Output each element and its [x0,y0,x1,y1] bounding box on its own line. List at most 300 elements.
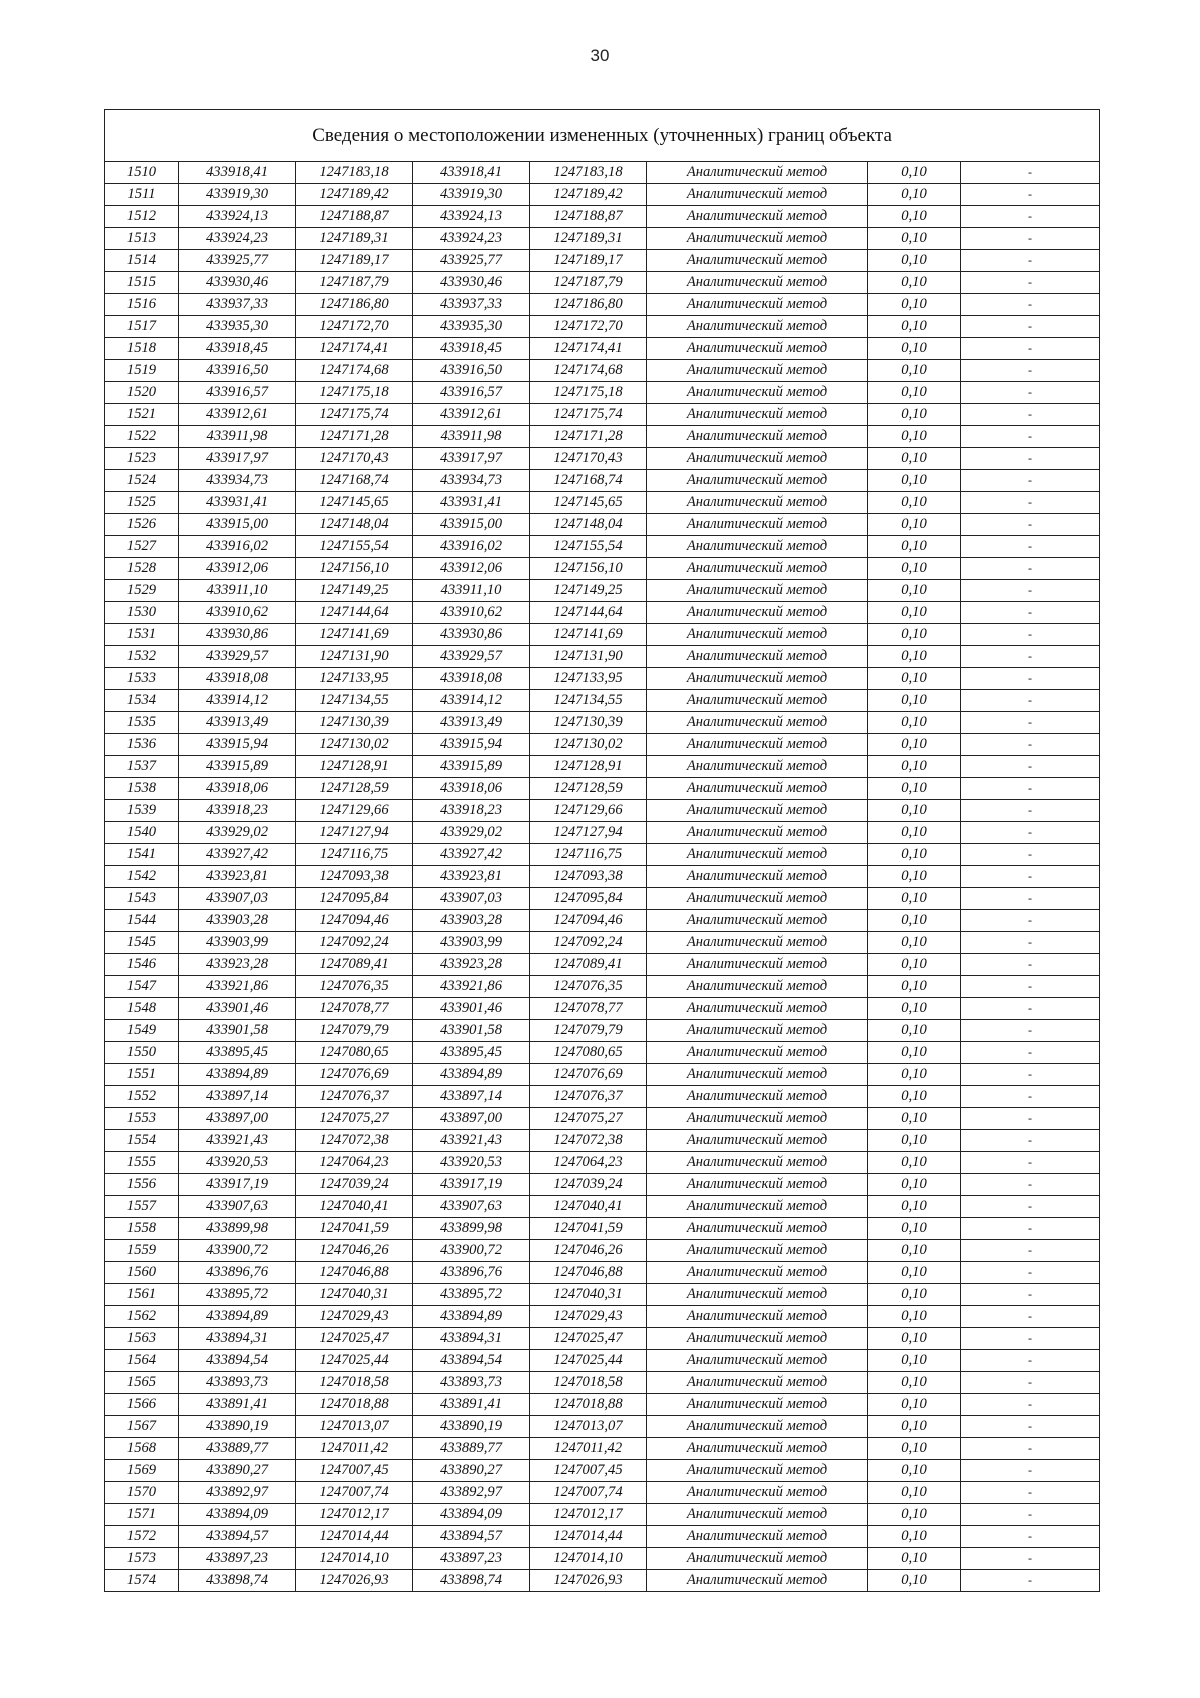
cell-y-existing: 1247127,94 [296,822,413,844]
table-row [105,1482,1100,1504]
cell-y-refined: 1247144,64 [530,602,647,624]
cell-accuracy: 0,10 [868,294,961,316]
table-row [105,492,1100,514]
cell-description: - [961,800,1100,822]
cell-point-number: 1528 [105,558,179,580]
table-row [105,1086,1100,1108]
cell-method: Аналитический метод [647,514,868,536]
cell-x-refined: 433889,77 [413,1438,530,1460]
cell-method: Аналитический метод [647,1086,868,1108]
cell-y-refined: 1247141,69 [530,624,647,646]
cell-x-existing: 433907,63 [179,1196,296,1218]
cell-x-refined: 433917,19 [413,1174,530,1196]
cell-method: Аналитический метод [647,206,868,228]
cell-accuracy: 0,10 [868,514,961,536]
cell-method: Аналитический метод [647,382,868,404]
cell-description: - [961,514,1100,536]
cell-x-refined: 433929,02 [413,822,530,844]
cell-method: Аналитический метод [647,668,868,690]
cell-accuracy: 0,10 [868,910,961,932]
cell-point-number: 1535 [105,712,179,734]
cell-method: Аналитический метод [647,1196,868,1218]
cell-method: Аналитический метод [647,1526,868,1548]
table-row [105,1460,1100,1482]
cell-method: Аналитический метод [647,184,868,206]
cell-x-refined: 433910,62 [413,602,530,624]
cell-description: - [961,1438,1100,1460]
table-row [105,954,1100,976]
cell-method: Аналитический метод [647,866,868,888]
cell-y-existing: 1247133,95 [296,668,413,690]
cell-point-number: 1543 [105,888,179,910]
cell-accuracy: 0,10 [868,1416,961,1438]
cell-description: - [961,1152,1100,1174]
cell-description: - [961,646,1100,668]
cell-x-existing: 433918,06 [179,778,296,800]
cell-x-refined: 433934,73 [413,470,530,492]
cell-x-existing: 433924,23 [179,228,296,250]
table-row [105,272,1100,294]
cell-point-number: 1568 [105,1438,179,1460]
cell-y-existing: 1247007,45 [296,1460,413,1482]
table-row [105,1284,1100,1306]
table-row [105,1570,1100,1592]
cell-description: - [961,1328,1100,1350]
cell-y-existing: 1247129,66 [296,800,413,822]
cell-point-number: 1547 [105,976,179,998]
cell-x-refined: 433901,58 [413,1020,530,1042]
cell-point-number: 1515 [105,272,179,294]
cell-x-refined: 433890,19 [413,1416,530,1438]
cell-x-refined: 433924,23 [413,228,530,250]
cell-method: Аналитический метод [647,338,868,360]
cell-description: - [961,338,1100,360]
cell-point-number: 1519 [105,360,179,382]
table-row [105,250,1100,272]
cell-y-refined: 1247012,17 [530,1504,647,1526]
cell-point-number: 1552 [105,1086,179,1108]
table-row [105,778,1100,800]
cell-accuracy: 0,10 [868,1438,961,1460]
cell-x-existing: 433915,94 [179,734,296,756]
cell-y-existing: 1247018,58 [296,1372,413,1394]
cell-accuracy: 0,10 [868,228,961,250]
cell-description: - [961,1416,1100,1438]
table-row [105,866,1100,888]
cell-y-refined: 1247149,25 [530,580,647,602]
cell-y-refined: 1247186,80 [530,294,647,316]
cell-method: Аналитический метод [647,822,868,844]
cell-x-refined: 433907,03 [413,888,530,910]
cell-description: - [961,448,1100,470]
cell-accuracy: 0,10 [868,492,961,514]
cell-point-number: 1531 [105,624,179,646]
cell-y-refined: 1247148,04 [530,514,647,536]
table-row [105,184,1100,206]
cell-y-existing: 1247095,84 [296,888,413,910]
table-row [105,1108,1100,1130]
cell-method: Аналитический метод [647,316,868,338]
cell-point-number: 1569 [105,1460,179,1482]
cell-y-refined: 1247127,94 [530,822,647,844]
cell-x-existing: 433893,73 [179,1372,296,1394]
cell-method: Аналитический метод [647,228,868,250]
cell-y-refined: 1247014,10 [530,1548,647,1570]
cell-x-refined: 433894,57 [413,1526,530,1548]
cell-y-existing: 1247156,10 [296,558,413,580]
cell-x-refined: 433898,74 [413,1570,530,1592]
cell-x-refined: 433894,89 [413,1064,530,1086]
cell-y-refined: 1247189,42 [530,184,647,206]
cell-accuracy: 0,10 [868,932,961,954]
cell-point-number: 1570 [105,1482,179,1504]
cell-description: - [961,1570,1100,1592]
cell-point-number: 1562 [105,1306,179,1328]
cell-y-existing: 1247089,41 [296,954,413,976]
cell-x-existing: 433934,73 [179,470,296,492]
cell-description: - [961,1372,1100,1394]
cell-point-number: 1559 [105,1240,179,1262]
cell-description: - [961,580,1100,602]
cell-x-refined: 433920,53 [413,1152,530,1174]
cell-description: - [961,998,1100,1020]
cell-method: Аналитический метод [647,690,868,712]
cell-point-number: 1521 [105,404,179,426]
cell-accuracy: 0,10 [868,712,961,734]
cell-point-number: 1537 [105,756,179,778]
cell-method: Аналитический метод [647,624,868,646]
cell-point-number: 1529 [105,580,179,602]
cell-method: Аналитический метод [647,448,868,470]
cell-accuracy: 0,10 [868,866,961,888]
cell-x-refined: 433894,09 [413,1504,530,1526]
cell-x-existing: 433903,28 [179,910,296,932]
cell-method: Аналитический метод [647,580,868,602]
cell-x-existing: 433899,98 [179,1218,296,1240]
cell-x-existing: 433894,57 [179,1526,296,1548]
cell-x-existing: 433931,41 [179,492,296,514]
cell-description: - [961,536,1100,558]
cell-y-refined: 1247079,79 [530,1020,647,1042]
table-row [105,712,1100,734]
cell-y-refined: 1247040,31 [530,1284,647,1306]
cell-description: - [961,734,1100,756]
cell-accuracy: 0,10 [868,1460,961,1482]
cell-x-existing: 433903,99 [179,932,296,954]
cell-description: - [961,1394,1100,1416]
cell-y-existing: 1247174,41 [296,338,413,360]
cell-accuracy: 0,10 [868,976,961,998]
cell-x-existing: 433916,50 [179,360,296,382]
cell-point-number: 1534 [105,690,179,712]
cell-point-number: 1565 [105,1372,179,1394]
cell-accuracy: 0,10 [868,250,961,272]
cell-y-existing: 1247040,41 [296,1196,413,1218]
cell-y-existing: 1247076,37 [296,1086,413,1108]
table-row [105,1504,1100,1526]
cell-y-existing: 1247175,18 [296,382,413,404]
table-row [105,976,1100,998]
cell-point-number: 1549 [105,1020,179,1042]
cell-x-existing: 433910,62 [179,602,296,624]
cell-description: - [961,1064,1100,1086]
table-row [105,646,1100,668]
cell-y-refined: 1247064,23 [530,1152,647,1174]
cell-accuracy: 0,10 [868,580,961,602]
table-row [105,910,1100,932]
cell-x-existing: 433890,19 [179,1416,296,1438]
cell-x-existing: 433917,97 [179,448,296,470]
cell-accuracy: 0,10 [868,844,961,866]
cell-y-refined: 1247189,31 [530,228,647,250]
cell-x-existing: 433935,30 [179,316,296,338]
cell-accuracy: 0,10 [868,1504,961,1526]
cell-point-number: 1561 [105,1284,179,1306]
cell-description: - [961,690,1100,712]
table-row [105,1196,1100,1218]
cell-x-refined: 433896,76 [413,1262,530,1284]
cell-method: Аналитический метод [647,910,868,932]
table-row [105,382,1100,404]
cell-y-existing: 1247029,43 [296,1306,413,1328]
cell-point-number: 1511 [105,184,179,206]
cell-y-existing: 1247189,17 [296,250,413,272]
cell-x-refined: 433912,06 [413,558,530,580]
cell-x-refined: 433914,12 [413,690,530,712]
cell-description: - [961,1526,1100,1548]
cell-x-existing: 433937,33 [179,294,296,316]
table-row [105,470,1100,492]
cell-point-number: 1527 [105,536,179,558]
cell-description: - [961,1108,1100,1130]
cell-x-refined: 433895,72 [413,1284,530,1306]
cell-x-refined: 433919,30 [413,184,530,206]
cell-x-existing: 433897,00 [179,1108,296,1130]
cell-x-refined: 433890,27 [413,1460,530,1482]
cell-x-existing: 433897,23 [179,1548,296,1570]
cell-x-refined: 433923,81 [413,866,530,888]
cell-description: - [961,250,1100,272]
cell-y-existing: 1247064,23 [296,1152,413,1174]
table-row [105,1350,1100,1372]
cell-method: Аналитический метод [647,162,868,184]
cell-description: - [961,822,1100,844]
cell-method: Аналитический метод [647,1570,868,1592]
cell-description: - [961,1460,1100,1482]
cell-point-number: 1557 [105,1196,179,1218]
cell-x-existing: 433901,58 [179,1020,296,1042]
table-row [105,734,1100,756]
cell-accuracy: 0,10 [868,602,961,624]
cell-y-refined: 1247094,46 [530,910,647,932]
cell-x-refined: 433912,61 [413,404,530,426]
cell-description: - [961,1130,1100,1152]
cell-x-existing: 433895,72 [179,1284,296,1306]
cell-x-existing: 433894,31 [179,1328,296,1350]
cell-y-existing: 1247040,31 [296,1284,413,1306]
table-row [105,360,1100,382]
cell-description: - [961,316,1100,338]
cell-x-refined: 433891,41 [413,1394,530,1416]
cell-method: Аналитический метод [647,470,868,492]
cell-point-number: 1574 [105,1570,179,1592]
cell-method: Аналитический метод [647,1372,868,1394]
cell-x-existing: 433895,45 [179,1042,296,1064]
cell-y-existing: 1247130,39 [296,712,413,734]
cell-method: Аналитический метод [647,954,868,976]
cell-method: Аналитический метод [647,272,868,294]
cell-x-refined: 433916,50 [413,360,530,382]
cell-y-refined: 1247026,93 [530,1570,647,1592]
cell-description: - [961,624,1100,646]
cell-x-existing: 433930,46 [179,272,296,294]
cell-point-number: 1524 [105,470,179,492]
cell-description: - [961,558,1100,580]
cell-method: Аналитический метод [647,1042,868,1064]
cell-accuracy: 0,10 [868,448,961,470]
cell-x-refined: 433915,94 [413,734,530,756]
cell-x-existing: 433925,77 [179,250,296,272]
cell-y-existing: 1247174,68 [296,360,413,382]
cell-x-existing: 433923,81 [179,866,296,888]
cell-description: - [961,976,1100,998]
cell-accuracy: 0,10 [868,404,961,426]
cell-x-existing: 433927,42 [179,844,296,866]
cell-accuracy: 0,10 [868,1284,961,1306]
table-row [105,1240,1100,1262]
cell-x-refined: 433911,10 [413,580,530,602]
cell-point-number: 1571 [105,1504,179,1526]
cell-accuracy: 0,10 [868,360,961,382]
cell-point-number: 1517 [105,316,179,338]
table-row [105,206,1100,228]
cell-y-existing: 1247072,38 [296,1130,413,1152]
cell-accuracy: 0,10 [868,184,961,206]
cell-y-refined: 1247130,02 [530,734,647,756]
table-row [105,1438,1100,1460]
cell-description: - [961,910,1100,932]
cell-y-existing: 1247041,59 [296,1218,413,1240]
cell-x-refined: 433937,33 [413,294,530,316]
cell-method: Аналитический метод [647,1130,868,1152]
cell-method: Аналитический метод [647,426,868,448]
cell-method: Аналитический метод [647,932,868,954]
cell-description: - [961,1086,1100,1108]
cell-method: Аналитический метод [647,1416,868,1438]
cell-x-existing: 433913,49 [179,712,296,734]
cell-x-existing: 433919,30 [179,184,296,206]
cell-accuracy: 0,10 [868,1482,961,1504]
page-number: 30 [590,46,610,65]
table-row [105,844,1100,866]
cell-y-existing: 1247188,87 [296,206,413,228]
cell-x-existing: 433918,41 [179,162,296,184]
cell-x-existing: 433901,46 [179,998,296,1020]
table-body [105,162,1100,1592]
cell-accuracy: 0,10 [868,1306,961,1328]
cell-description: - [961,712,1100,734]
cell-accuracy: 0,10 [868,734,961,756]
cell-accuracy: 0,10 [868,272,961,294]
cell-y-existing: 1247018,88 [296,1394,413,1416]
cell-point-number: 1550 [105,1042,179,1064]
cell-x-refined: 433903,99 [413,932,530,954]
cell-x-existing: 433929,57 [179,646,296,668]
cell-x-refined: 433917,97 [413,448,530,470]
cell-accuracy: 0,10 [868,316,961,338]
cell-x-refined: 433897,23 [413,1548,530,1570]
cell-x-refined: 433903,28 [413,910,530,932]
cell-x-existing: 433915,00 [179,514,296,536]
cell-y-refined: 1247018,88 [530,1394,647,1416]
cell-y-existing: 1247076,35 [296,976,413,998]
cell-description: - [961,426,1100,448]
cell-y-existing: 1247026,93 [296,1570,413,1592]
cell-description: - [961,1548,1100,1570]
cell-method: Аналитический метод [647,1548,868,1570]
cell-y-existing: 1247079,79 [296,1020,413,1042]
cell-accuracy: 0,10 [868,1064,961,1086]
cell-method: Аналитический метод [647,1328,868,1350]
cell-description: - [961,492,1100,514]
cell-y-existing: 1247046,88 [296,1262,413,1284]
table-row [105,448,1100,470]
cell-y-refined: 1247011,42 [530,1438,647,1460]
cell-y-existing: 1247189,42 [296,184,413,206]
table-row [105,756,1100,778]
cell-point-number: 1558 [105,1218,179,1240]
cell-x-refined: 433894,89 [413,1306,530,1328]
cell-point-number: 1567 [105,1416,179,1438]
cell-x-existing: 433930,86 [179,624,296,646]
cell-accuracy: 0,10 [868,1548,961,1570]
table-row [105,1262,1100,1284]
cell-method: Аналитический метод [647,294,868,316]
cell-description: - [961,360,1100,382]
table-row [105,426,1100,448]
cell-y-existing: 1247130,02 [296,734,413,756]
cell-accuracy: 0,10 [868,1086,961,1108]
cell-x-existing: 433916,57 [179,382,296,404]
cell-accuracy: 0,10 [868,426,961,448]
cell-method: Аналитический метод [647,1394,868,1416]
cell-method: Аналитический метод [647,998,868,1020]
cell-x-refined: 433915,00 [413,514,530,536]
cell-y-existing: 1247078,77 [296,998,413,1020]
cell-accuracy: 0,10 [868,1526,961,1548]
cell-method: Аналитический метод [647,646,868,668]
table-row [105,228,1100,250]
cell-x-refined: 433918,23 [413,800,530,822]
cell-accuracy: 0,10 [868,1108,961,1130]
cell-y-existing: 1247075,27 [296,1108,413,1130]
cell-method: Аналитический метод [647,1284,868,1306]
cell-method: Аналитический метод [647,492,868,514]
cell-y-existing: 1247145,65 [296,492,413,514]
cell-description: - [961,1262,1100,1284]
table-row [105,690,1100,712]
boundary-coordinates-table [104,109,1100,1592]
cell-y-existing: 1247039,24 [296,1174,413,1196]
cell-point-number: 1566 [105,1394,179,1416]
cell-description: - [961,206,1100,228]
table-row [105,668,1100,690]
cell-x-existing: 433917,19 [179,1174,296,1196]
cell-point-number: 1539 [105,800,179,822]
cell-y-existing: 1247187,79 [296,272,413,294]
cell-x-refined: 433897,14 [413,1086,530,1108]
cell-y-existing: 1247013,07 [296,1416,413,1438]
